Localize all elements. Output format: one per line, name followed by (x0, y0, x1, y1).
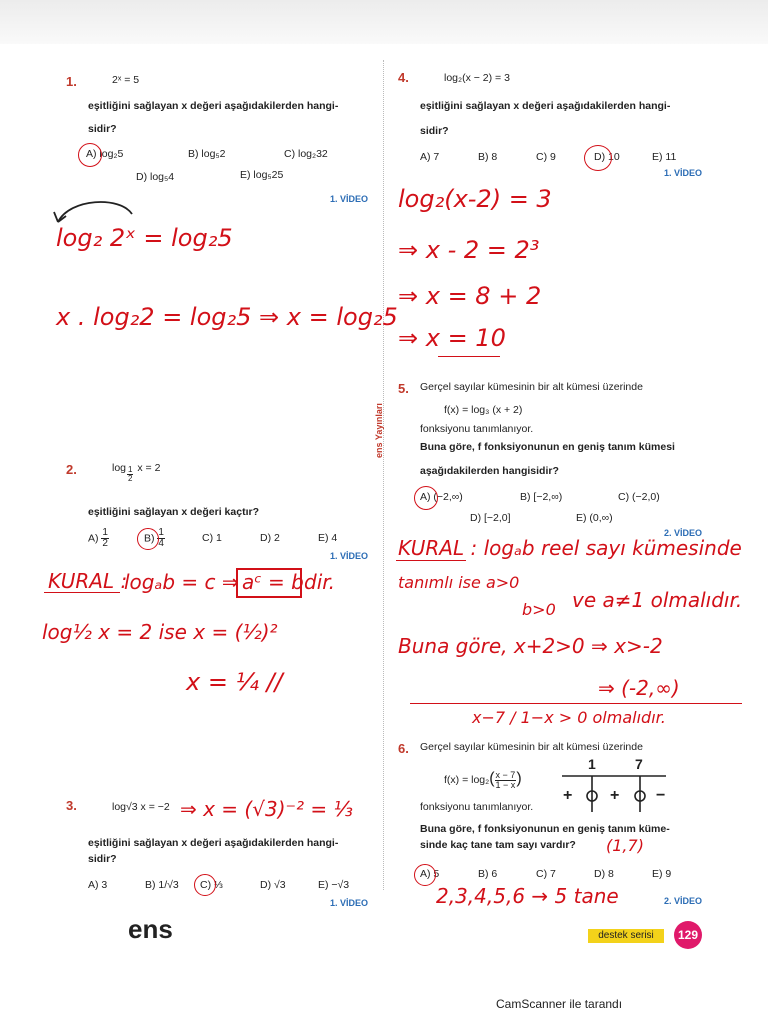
question-6-option-a: A) 5 (420, 868, 440, 880)
answer-circle (414, 864, 436, 886)
question-6-option-e: E) 9 (652, 868, 672, 880)
handwritten-kural-expression: logₐb = c ⇒ (124, 570, 239, 594)
question-6-option-c: C) 7 (536, 868, 556, 880)
question-3-video-label: 1. VİDEO (330, 898, 369, 908)
handwritten-q4-answer: ⇒ x = 10 (398, 324, 506, 352)
question-5-text-2: fonksiyonu tanımlanıyor. (420, 423, 534, 435)
question-5-text: Gerçel sayılar kümesinin bir alt kümesi üzerinde (420, 381, 643, 393)
handwritten-q1-step2: x . log₂2 = log₂5 ⇒ x = log₂5 (56, 303, 398, 331)
sign-plus-left: + (563, 787, 573, 804)
answer-circle (78, 143, 102, 167)
handwritten-q6-count: 2,3,4,5,6 → 5 tane (436, 884, 619, 908)
question-2-number: 2. (66, 462, 77, 477)
question-6-option-b: B) 6 (478, 868, 498, 880)
sign-plus-middle: + (610, 787, 620, 804)
question-4-option-c: C) 9 (536, 151, 556, 163)
sign-table-root-7: 7 (635, 756, 643, 772)
question-5-option-d: D) [−2,0] (470, 512, 511, 524)
question-5-option-b: B) [−2,∞) (520, 491, 563, 503)
handwritten-arrow (40, 196, 140, 226)
question-6-function: f(x) = log₂( $\frac{x - 7}{1 - x}$ ) (444, 769, 522, 790)
question-4-text-cont: sidir? (420, 125, 449, 137)
question-3-option-a: A) 3 (88, 879, 108, 891)
question-3-option-d: D) √3 (260, 879, 286, 891)
question-4-text: eşitliğini sağlayan x değeri aşağıdakilerden hangi- (420, 100, 671, 112)
question-4-option-e: E) 11 (652, 151, 677, 163)
question-6-text-3: Buna göre, f fonksiyonunun en geniş tanım küme- (420, 823, 670, 835)
question-1-option-c: C) log₂32 (284, 148, 328, 160)
question-6-option-d: D) 8 (594, 868, 614, 880)
question-1-option-b: B) log₅2 (188, 148, 226, 160)
question-3-option-b: B) 1/√3 (145, 879, 179, 891)
page-number-badge: 129 (674, 921, 702, 949)
question-5-function: f(x) = log₃ (x + 2) (444, 404, 523, 416)
question-5-video-label: 2. VİDEO (664, 528, 703, 538)
question-1-text-cont: sidir? (88, 123, 117, 135)
publisher-logo: ens (128, 914, 173, 944)
handwritten-q5-kural-4: ve a≠1 olmalıdır. (572, 588, 743, 612)
question-5-option-a: A) (−2,∞) (420, 491, 463, 503)
answer-circle (137, 528, 159, 550)
question-4-expression: log₂(x − 2) = 3 (444, 72, 510, 84)
question-3-number: 3. (66, 798, 77, 813)
question-1-number: 1. (66, 74, 77, 89)
sign-minus-right: − (656, 787, 666, 804)
question-5-text-3: Buna göre, f fonksiyonunun en geniş tanım kümesi (420, 441, 675, 453)
handwritten-q4-step1: log₂(x-2) = 3 (398, 185, 552, 213)
question-3-text: eşitliğini sağlayan x değeri aşağıdakilerden hangi- (88, 837, 339, 849)
question-2-option-d: D) 2 (260, 532, 280, 544)
question-3-option-e: E) −√3 (318, 879, 350, 891)
question-6-video-label: 2. VİDEO (664, 896, 703, 906)
handwritten-q2-step1: log½ x = 2 ise x = (½)² (42, 620, 278, 644)
question-3-expression: log√3 x = −2 (112, 801, 170, 813)
handwritten-q3-solution: ⇒ x = (√3)⁻² = ⅓ (180, 797, 353, 821)
answer-circle (414, 486, 438, 510)
handwritten-q6-condition: x−7 / 1−x > 0 olmalıdır. (472, 708, 666, 727)
side-publisher-logo: ens Yayınları (374, 403, 384, 458)
underline (438, 356, 500, 357)
question-6-text: Gerçel sayılar kümesinin bir alt kümesi üzerinde (420, 741, 643, 753)
question-5-number: 5. (398, 381, 409, 396)
question-1-option-e: E) log₅25 (240, 169, 284, 181)
handwritten-q1-step1: log₂ 2ˣ = log₂5 (56, 224, 233, 252)
question-5-text-4: aşağıdakilerden hangisidir? (420, 465, 559, 477)
handwritten-q6-interval: (1,7) (606, 836, 644, 855)
handwritten-q5-result: ⇒ (-2,∞) (598, 676, 680, 700)
formula-box (236, 568, 302, 598)
answer-circle (584, 145, 612, 171)
question-2-text: eşitliğini sağlayan x değeri kaçtır? (88, 506, 259, 518)
question-2-expression: log $\frac{1}{2}$ x = 2 (112, 462, 161, 483)
scanner-watermark: CamScanner ile tarandı (496, 997, 623, 1011)
question-3-option-c: C) ⅓ (200, 879, 223, 891)
question-1-option-d: D) log₅4 (136, 171, 175, 183)
question-6-text-2: fonksiyonu tanımlanıyor. (420, 801, 534, 813)
question-4-option-b: B) 8 (478, 151, 498, 163)
question-6-number: 6. (398, 741, 409, 756)
series-label: destek serisi (588, 929, 664, 943)
separator-line (410, 703, 742, 704)
question-3-text-cont: sidir? (88, 853, 117, 865)
question-4-video-label: 1. VİDEO (664, 168, 703, 178)
handwritten-q5-kural: KURAL : logₐb reel sayı kümesinde (398, 536, 742, 560)
question-6-text-4: sinde kaç tane tam sayı vardır? (420, 839, 576, 851)
handwritten-kural-end: dir. (304, 570, 335, 594)
handwritten-q5-kural-2: tanımlı ise a>0 (398, 573, 520, 592)
question-2-option-e: E) 4 (318, 532, 338, 544)
handwritten-kural-formula: aᶜ = b (242, 570, 304, 594)
handwritten-q4-step3: ⇒ x = 8 + 2 (398, 282, 542, 310)
sign-table (560, 756, 670, 816)
question-4-number: 4. (398, 70, 409, 85)
question-5-option-e: E) (0,∞) (576, 512, 613, 524)
sign-table-root-1: 1 (588, 756, 596, 772)
handwritten-q2-answer: x = ¼ // (186, 668, 283, 696)
question-1-video-label: 1. VİDEO (330, 194, 369, 204)
column-divider (383, 60, 384, 890)
question-2-option-b: B) $\frac{1}{4}$ (144, 527, 164, 549)
underline (396, 560, 466, 561)
answer-circle (194, 874, 216, 896)
handwritten-q5-kural-3: b>0 (522, 600, 556, 619)
question-2-option-c: C) 1 (202, 532, 222, 544)
question-1-expression: 2ˣ = 5 (112, 74, 140, 86)
question-4-option-d: D) 10 (594, 151, 620, 163)
question-2-video-label: 1. VİDEO (330, 551, 369, 561)
question-4-option-a: A) 7 (420, 151, 440, 163)
handwritten-q5-step: Buna göre, x+2>0 ⇒ x>-2 (398, 634, 663, 658)
handwritten-q4-step2: ⇒ x - 2 = 2³ (398, 236, 540, 264)
question-1-text: eşitliğini sağlayan x değeri aşağıdakilerden hangi- (88, 100, 339, 112)
handwritten-kural-label: KURAL : (48, 569, 128, 593)
underline (44, 592, 120, 593)
question-1-option-a: A) log₂5 (86, 148, 124, 160)
question-2-option-a: A) $\frac{1}{2}$ (88, 527, 108, 549)
question-5-option-c: C) (−2,0) (618, 491, 660, 503)
